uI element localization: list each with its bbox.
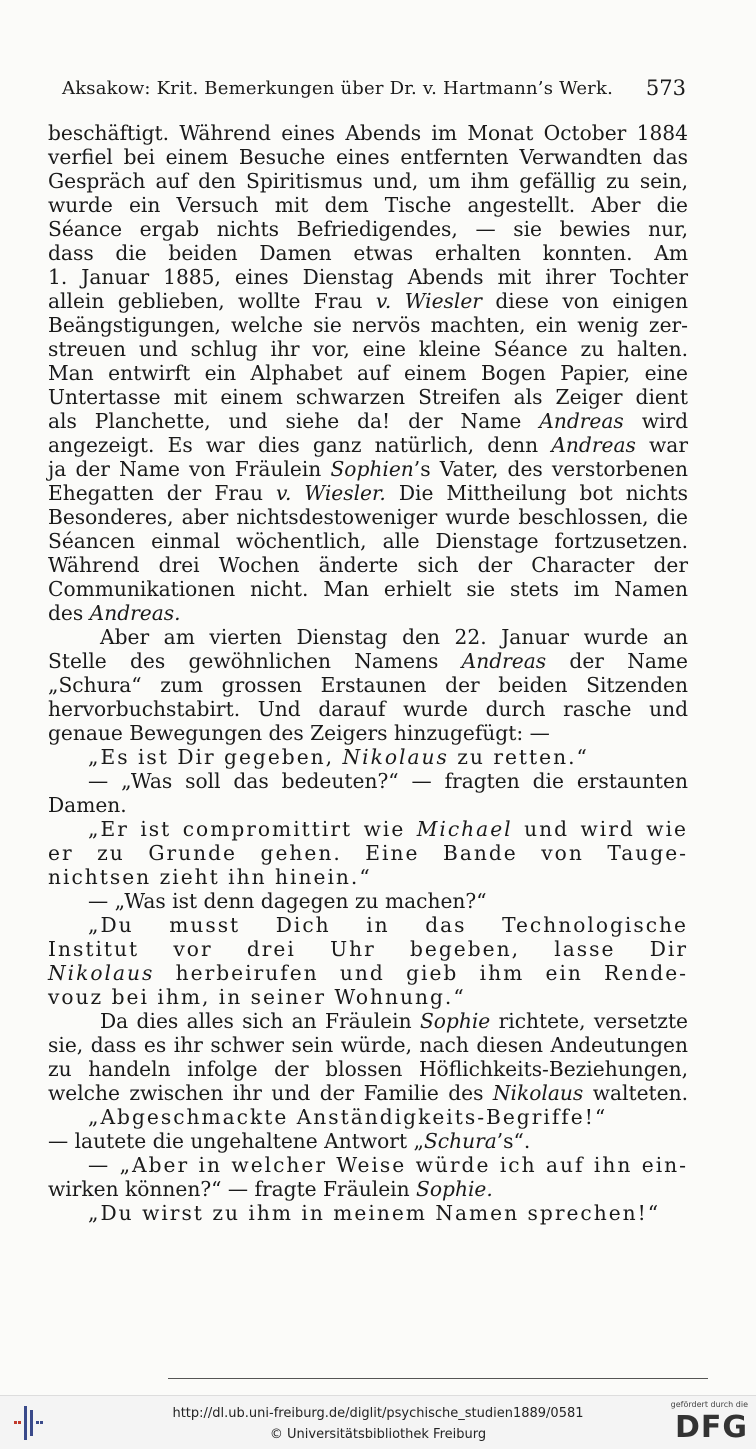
text-line: nichtsen zieht ihn hinein.“ bbox=[48, 865, 372, 889]
text-line: Beängstigungen, welche sie nervös machten, ein wenig zer- bbox=[48, 313, 688, 337]
text-line: Ehegatten der Frau v. Wiesler. Die Mittheilung bot nichts bbox=[48, 481, 688, 505]
text-line: vouz bei ihm, in seiner Wohnung.“ bbox=[48, 985, 466, 1009]
dfg-logo-text: DFG bbox=[674, 1410, 748, 1445]
source-url-link[interactable]: http://dl.ub.uni-freiburg.de/diglit/psychische_studien1889/0581 bbox=[172, 1406, 584, 1421]
text-line: Séance ergab nichts Befriedigendes, — sie bewies nur, bbox=[48, 217, 688, 241]
text-line: Communikationen nicht. Man erhielt sie stets im Namen bbox=[48, 577, 688, 601]
italic-name: Andreas bbox=[539, 409, 624, 433]
text-line: „Du wirst zu ihm in meinem Namen sprechen!“ bbox=[88, 1201, 661, 1225]
text-line: Während drei Wochen änderte sich der Character der bbox=[48, 553, 688, 577]
text-line: als Planchette, und siehe da! der Name Andreas wird bbox=[48, 409, 689, 433]
italic-name: v. Wiesler. bbox=[276, 481, 386, 505]
text-line: Stelle des gewöhnlichen Namens Andreas der Name bbox=[48, 649, 688, 673]
text-line: Nikolaus herbeirufen und gieb ihm ein Rende- bbox=[48, 961, 689, 985]
text-line: streuen und schlug ihr vor, eine kleine Séance zu halten. bbox=[48, 337, 688, 361]
text-line: angezeigt. Es war dies ganz natürlich, denn Andreas war bbox=[48, 433, 688, 457]
running-header bbox=[48, 76, 688, 102]
text-line: Untertasse mit einem schwarzen Streifen als Zeiger dient bbox=[48, 385, 688, 409]
italic-name: Schura bbox=[423, 1129, 497, 1153]
text-line: „Es ist Dir gegeben, Nikolaus zu retten.“ bbox=[88, 745, 589, 769]
text-line: zu handeln infolge der blossen Höflichkeits-Beziehungen, bbox=[48, 1057, 688, 1081]
text-line: „Schura“ zum grossen Erstaunen der beiden Sitzenden bbox=[48, 673, 688, 697]
page-number: 573 bbox=[645, 76, 686, 100]
text-line: — „Aber in welcher Weise würde ich auf ihn ein- bbox=[88, 1153, 688, 1177]
italic-name: Sophie bbox=[419, 1009, 491, 1033]
text-line: Aber am vierten Dienstag den 22. Januar wurde an bbox=[100, 625, 688, 649]
italic-name: Michael bbox=[416, 817, 513, 841]
italic-name: Sophien bbox=[330, 457, 414, 481]
text-line: allein geblieben, wollte Frau v. Wiesler diese von einigen bbox=[48, 289, 689, 313]
text-line: — „Was ist denn dagegen zu machen?“ bbox=[88, 889, 487, 913]
text-line: wirken können?“ — fragte Fräulein Sophie. bbox=[48, 1177, 493, 1201]
text-line: des Andreas. bbox=[48, 601, 181, 625]
text-line: „Abgeschmackte Anständigkeits-Begriffe!“ bbox=[88, 1105, 608, 1129]
copyright-notice: © Universitätsbibliothek Freiburg bbox=[269, 1427, 487, 1442]
text-line: „Du musst Dich in das Technologische bbox=[88, 913, 688, 937]
text-line: er zu Grunde gehen. Eine Bande von Tauge- bbox=[48, 841, 688, 865]
italic-name: Nikolaus bbox=[48, 961, 155, 985]
body-text bbox=[48, 121, 688, 1225]
text-line: Damen. bbox=[48, 793, 127, 817]
text-line: welche zwischen ihr und der Familie des Nikolaus walteten. bbox=[48, 1081, 688, 1105]
page-bottom-rule bbox=[168, 1378, 708, 1379]
text-line: beschäftigt. Während eines Abends im Monat October 1884 bbox=[48, 121, 688, 145]
text-line: ja der Name von Fräulein Sophien’s Vater, des verstorbenen bbox=[48, 457, 689, 481]
text-line: sie, dass es ihr schwer sein würde, nach diesen Andeutungen bbox=[48, 1033, 688, 1057]
text-line: — „Was soll das bedeuten?“ — fragten die erstaunten bbox=[88, 769, 688, 793]
text-line: — lautete die ungehaltene Antwort „Schura’s“. bbox=[48, 1129, 531, 1153]
text-line: Besonderes, aber nichtsdestoweniger wurde beschlossen, die bbox=[48, 505, 688, 529]
italic-name: Andreas bbox=[461, 649, 547, 673]
italic-name: Nikolaus bbox=[342, 745, 449, 769]
viewer-footer bbox=[0, 1395, 756, 1449]
italic-name: Nikolaus bbox=[492, 1081, 584, 1105]
italic-name: Sophie. bbox=[416, 1177, 493, 1201]
italic-name: Andreas. bbox=[89, 601, 181, 625]
text-line: genaue Bewegungen des Zeigers hinzugefügt: — bbox=[48, 721, 550, 745]
text-line: „Er ist compromittirt wie Michael und wird wie bbox=[88, 817, 688, 841]
text-line: hervorbuchstabirt. Und darauf wurde durch rasche und bbox=[48, 697, 688, 721]
text-line: verfiel bei einem Besuche eines entfernten Verwandten das bbox=[48, 145, 688, 169]
italic-name: Andreas bbox=[551, 433, 636, 457]
text-line: Man entwirft ein Alphabet auf einem Bogen Papier, eine bbox=[48, 361, 688, 385]
text-line: 1. Januar 1885, eines Dienstag Abends mit ihrer Tochter bbox=[48, 265, 688, 289]
text-line: wurde ein Versuch mit dem Tische angestellt. Aber die bbox=[48, 193, 688, 217]
italic-name: v. Wiesler bbox=[375, 289, 482, 313]
text-line: Séancen einmal wöchentlich, alle Dienstage fortzusetzen. bbox=[48, 529, 688, 553]
text-line: Da dies alles sich an Fräulein Sophie richtete, versetzte bbox=[100, 1009, 689, 1033]
dfg-caption: gefördert durch die bbox=[670, 1400, 748, 1409]
text-line: Institut vor drei Uhr begeben, lasse Dir bbox=[48, 937, 688, 961]
dfg-logo-icon bbox=[668, 1400, 748, 1446]
running-title: Aksakow: Krit. Bemerkungen über Dr. v. Hartmann’s Werk. bbox=[62, 78, 614, 99]
text-line: Gespräch auf den Spiritismus und, um ihm gefällig zu sein, bbox=[48, 169, 688, 193]
text-line: dass die beiden Damen etwas erhalten konnten. Am bbox=[48, 241, 688, 265]
